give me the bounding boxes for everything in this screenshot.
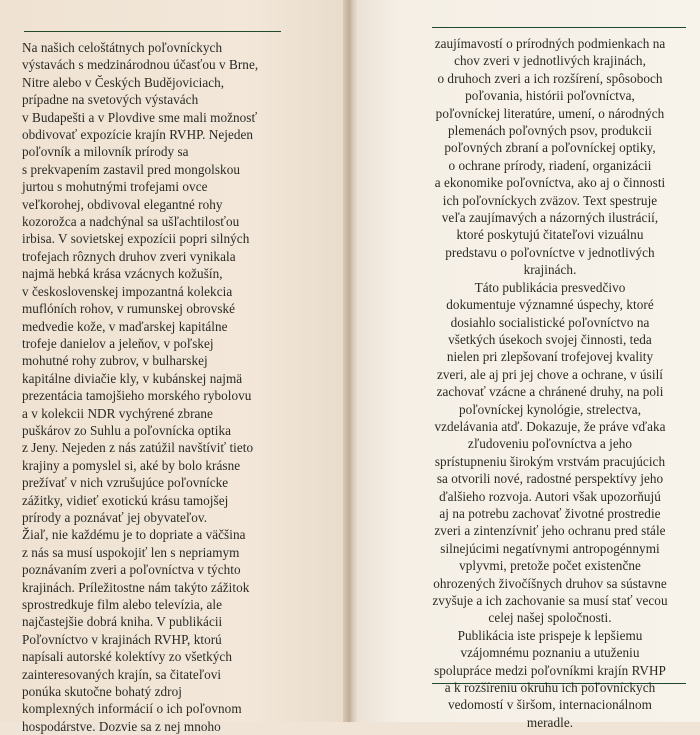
left-text-line: najmä hebká krása vzácnych kožušín,: [22, 266, 223, 282]
right-top-rule: [432, 27, 686, 28]
right-text-line: ich poľovníckych zväzov. Text spestruje: [442, 192, 658, 208]
left-top-rule: [24, 31, 281, 32]
left-text-line: puškárov zo Suhlu a poľovnícka optika: [22, 422, 232, 438]
right-text-line: a ekonomike poľovníctva, ako aj o činnosti: [434, 175, 666, 191]
left-text-line: kapitálne diviačie kly, v kubánskej najmä: [22, 370, 243, 386]
left-text-line: najčastejšie dobrá kniha. V publikácii: [22, 614, 223, 630]
left-text-line: trofejach rôznych druhov zveri vynikala: [22, 248, 236, 264]
left-text-line: Žiaľ, nie každému je to dopriate a väčšina: [22, 527, 246, 543]
right-text-line: vplyvmi, pretože počet existenčne: [459, 558, 641, 574]
right-text-line: ktoré poskytujú čitateľovi vizuálnu: [456, 227, 644, 243]
right-text-line: poľovných zbraní a poľovníckej optiky,: [444, 140, 656, 156]
right-text-line: sa otvorili nové, radostné perspektívy jeho: [436, 471, 664, 487]
left-text-line: Nitre alebo v Českých Budějoviciach,: [22, 74, 225, 90]
left-text-line: napísali autorské kolektívy zo všetkých: [22, 649, 232, 665]
left-text-line: z Jeny. Nejeden z nás zatúžil navštíviť tieto: [22, 440, 254, 456]
left-text-line: sprostredkuje film alebo televízia, ale: [22, 597, 223, 612]
left-text-line: krajinách. Príležitostne nám takýto zážitok: [22, 579, 250, 595]
left-text-line: kozorožca a nadchýnal sa ušľachtilosťou: [22, 214, 240, 230]
right-text-line: nielen pri zlepšovaní trofejovej kvality: [446, 349, 654, 365]
right-text-line: Publikácia iste prispeje k lepšiemu: [457, 627, 643, 643]
left-text-line: z nás sa musí uspokojiť len s nepriamym: [22, 544, 240, 560]
left-text-line: v československej impozantná kolekcia: [22, 283, 233, 299]
right-text-line: dosiahlo socialistické poľovníctvo na: [450, 314, 650, 330]
right-text-line: dokumentuje významné úspechy, ktoré: [446, 297, 654, 313]
left-page-text: [22, 39, 322, 735]
left-text-line: obdivovať expozície krajín RVHP. Nejeden: [22, 127, 254, 143]
right-text-line: zveri a zintenzívniť jeho ochranu pred stále: [434, 523, 666, 539]
right-text-line: zveri, ale aj pri jej chove a ochrane, v úsilí: [436, 366, 664, 382]
right-text-line: meradle.: [526, 714, 574, 730]
right-text-line: poľovníckej kynológie, strelectva,: [458, 401, 642, 417]
right-text-line: o druhoch zveri a ich rozšírení, spôsoboch: [437, 70, 663, 86]
right-text-line: silnejúcimi negatívnymi antropogénnymi: [440, 540, 660, 556]
right-text-line: zľudoveniu poľovníctva a jeho: [467, 436, 633, 452]
left-text-line: veľkorohej, obdivoval elegantné rohy: [22, 196, 223, 212]
right-text-line: všetkých úsekoch svojej činnosti, teda: [448, 331, 652, 347]
left-text-line: medvedie kože, v maďarskej kapitálne: [22, 318, 228, 334]
left-text-line: trofeje danielov a jeleňov, v poľskej: [22, 335, 214, 351]
left-text-line: muflóních rohov, v rumunskej obrovské: [22, 301, 236, 317]
left-text-line: komplexných informácií o ich poľovnom: [22, 701, 242, 717]
right-text-line: vzdelávania atď. Dokazuje, že práve vďaka: [434, 418, 666, 434]
right-text-line: a k rozšíreniu okruhu ich poľovníckych: [444, 680, 656, 696]
right-text-line: ďalšieho rozvoja. Autori však upozorňujú: [439, 488, 661, 504]
left-text-line: prezentácia tamojšieho morského rybolovu: [22, 388, 252, 404]
left-text-line: Poľovníctvo v krajinách RVHP, ktorú: [22, 631, 222, 647]
left-text-line: v Budapešti a v Plovdive sme mali možnosť: [22, 109, 258, 125]
right-text-line: spolupráce medzi poľovníkmi krajín RVHP: [434, 662, 666, 678]
right-text-line: zachovať vzácne a chránené druhy, na poli: [436, 384, 664, 400]
right-text-line: ohrozených živočíšnych druhov sa sústavne: [433, 575, 667, 591]
right-text-line: poľovníckej literatúre, umení, o národných: [435, 105, 665, 121]
right-text-line: predstavu o poľovníctve v jednotlivých: [445, 244, 655, 260]
left-text-line: hospodárstve. Dozvie sa z nej mnoho: [22, 718, 221, 734]
left-text-line: mohutné rohy zubrov, v bulharskej: [22, 353, 208, 369]
right-text-line: chov zveri v jednotlivých krajinách,: [454, 53, 646, 69]
left-text-line: prírody a poznávať jej obyvateľov.: [22, 509, 208, 525]
right-text-line: veľa zaujímavých a názorných ilustrácií,: [441, 210, 659, 226]
left-text-line: prežívať v nich vzrušujúce poľovnícke: [22, 475, 229, 491]
right-text-line: sprístupneniu širokým vrstvám pracujúcich: [434, 453, 666, 469]
left-text-line: poľovník a milovník prírody sa: [22, 144, 189, 160]
right-text-line: aj na potrebu zachovať životné prostredie: [439, 505, 661, 521]
left-text-line: ponúka skutočne bohatý zdroj: [22, 684, 182, 700]
right-text-line: zvyšuje a ich zachovanie sa musí stať vecou: [432, 593, 668, 608]
left-text-line: krajiny a pomyslel si, aké by bolo krásne: [22, 457, 241, 473]
left-text-line: Na našich celoštátnych poľovníckych: [22, 40, 223, 55]
left-text-line: zážitky, vidieť exotickú krásu tamojšej: [22, 492, 229, 508]
left-text-line: jurtou s mohutnými trofejami ovce: [22, 179, 208, 195]
left-text-line: irbisa. V sovietskej expozícii popri silných: [22, 231, 250, 247]
right-text-line: vedomostí v širšom, internacionálnom: [448, 697, 652, 713]
right-text-line: Táto publikácia presvedčivo: [474, 279, 626, 295]
left-text-line: poznávaním zveri a poľovníctva v týchto: [22, 562, 241, 578]
right-text-line: krajinách.: [523, 262, 577, 278]
right-text-line: celej našej spoločnosti.: [488, 610, 612, 626]
right-text-line: vzájomnému poznaniu a utuženiu: [460, 645, 640, 661]
left-text-line: s prekvapením zastavil pred mongolskou: [22, 161, 240, 177]
right-page-text: [401, 35, 699, 731]
left-text-line: výstavách s medzinárodnou účasťou v Brne,: [22, 57, 259, 73]
left-text-line: zainteresovaných krajín, sa čitateľovi: [22, 666, 222, 682]
right-text-line: plemenách poľovných psov, produkcii: [447, 123, 653, 139]
right-text-line: poľovania, histórii poľovníctva,: [465, 88, 635, 104]
left-text-line: a v kolekcii NDR vychýrené zbrane: [22, 405, 213, 421]
right-text-line: o ochrane prírody, riadení, organizácii: [448, 157, 652, 173]
right-text-line: zaujímavostí o prírodných podmienkach na: [434, 36, 666, 51]
left-text-line: prípadne na svetových výstavách: [22, 92, 199, 108]
